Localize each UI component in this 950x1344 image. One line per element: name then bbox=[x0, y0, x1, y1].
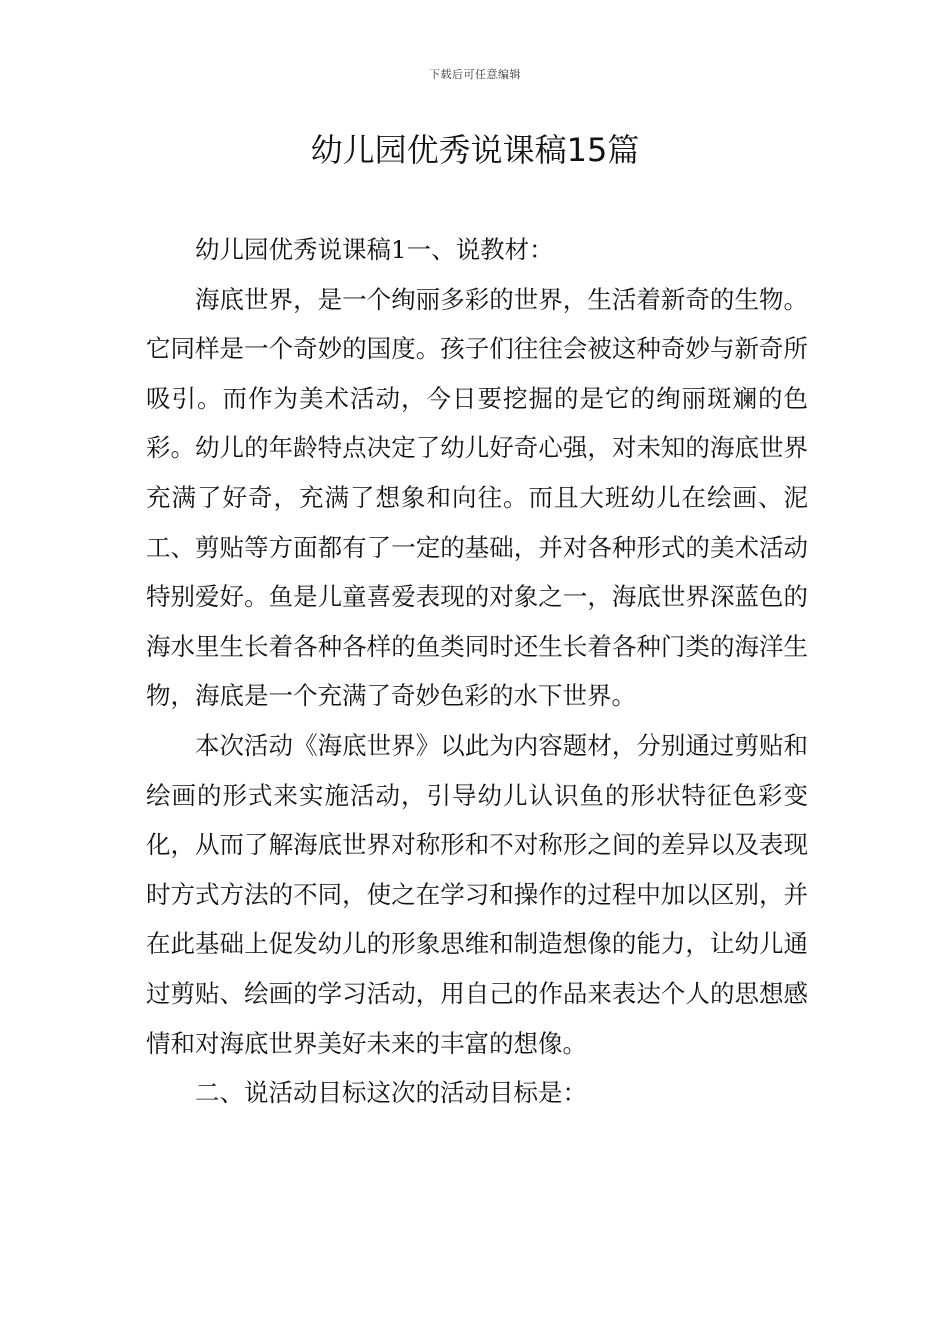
document-title: 幼儿园优秀说课稿15篇 bbox=[310, 131, 640, 169]
header-note: 下载后可任意编辑 bbox=[429, 68, 521, 81]
paragraph-materials: 海底世界，是一个绚丽多彩的世界，生活着新奇的生物。它同样是一个奇妙的国度。孩子们往往会被这种奇妙与新奇所吸引。而作为美术活动，今日要挖掘的是它的绚丽斑斓的色彩。幼儿的年龄特点决定了幼儿好奇心强，对未知的海底世界充满了好奇，充满了想象和向往。而且大班幼儿在绘画、泥工、剪贴等方面都有了一定的基础，并对各种形式的美术活动特别爱好。鱼是儿童喜爱表现的对象之一，海底世界深蓝色的海水里生长着各种各样的鱼类同时还生长着各种门类的海洋生物，海底是一个充满了奇妙色彩的水下世界。 bbox=[146, 284, 808, 711]
paragraph-goals-heading: 二、说活动目标这次的活动目标是： bbox=[195, 1078, 587, 1108]
paragraph-intro: 幼儿园优秀说课稿1一、说教材： bbox=[195, 235, 554, 264]
document-body bbox=[146, 225, 808, 1118]
paragraph-activity: 本次活动《海底世界》以此为内容题材，分别通过剪贴和绘画的形式来实施活动，引导幼儿认识鱼的形状特征色彩变化，从而了解海底世界对称形和不对称形之间的差异以及表现时方式方法的不同，使之在学习和操作的过程中加以区别，并在此基础上促发幼儿的形象思维和制造想像的能力，让幼儿通过剪贴、绘画的学习活动，用自己的作品来表达个人的思想感情和对海底世界美好未来的丰富的想像。 bbox=[146, 730, 808, 1058]
